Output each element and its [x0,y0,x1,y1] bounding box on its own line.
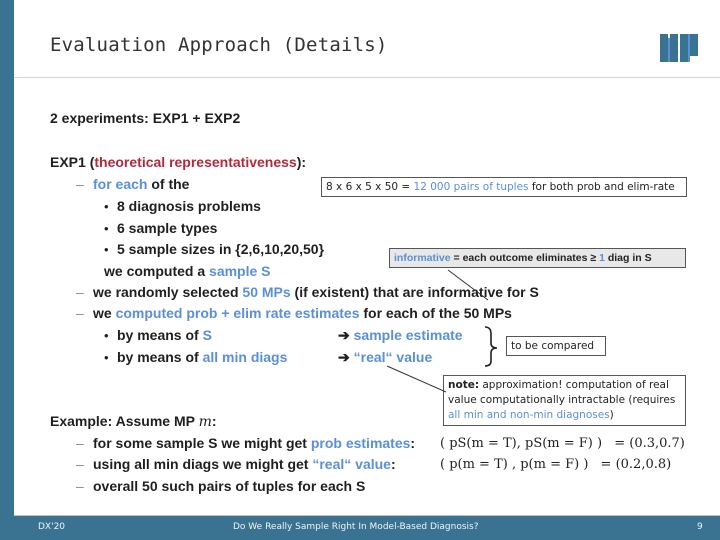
bullet-sample-types: 6 sample types [117,220,218,236]
mp-variable: m [198,414,212,430]
ex2-text: using all min diags we might get [93,456,313,472]
dash-marker: – [76,176,84,192]
bullet-dot: • [104,242,109,257]
informative-text: = each outcome eliminates ≥ [450,252,600,264]
eq2-left: ( p(m = T) , p(m = F) ) [440,457,589,472]
dash-marker: – [76,284,84,300]
equation-real-value [440,457,671,472]
for-each-emph: for each [93,176,148,192]
prob-emph: computed prob + elim rate estimates [115,305,360,321]
ex2-colon: : [390,456,396,472]
example-text: Assume MP [115,413,199,429]
random-text: we randomly selected [93,284,243,300]
exp1-paren-open: ( [89,154,95,170]
eq1-left: ( pS(m = T), pS(m = F) ) [440,436,603,451]
bullet-diagnosis-problems: 8 diagnosis problems [117,198,261,214]
bullet-sample-sizes: 5 sample sizes in {2,6,10,20,50} [117,241,325,257]
eq2-right: = (0.2,0.8) [600,457,672,472]
mps-emph: 50 MPs [242,284,291,300]
prob-text: we [93,305,116,321]
sample-estimate-emph: sample estimate [353,327,463,343]
footer-left: DX'20 [38,522,66,532]
pairs-emph: 12 000 pairs of tuples [413,181,529,193]
dash-marker: – [76,456,84,472]
pairs-text: 8 x 6 x 5 x 50 = [326,181,414,193]
dash-marker: – [76,305,84,321]
pairs-rest: for both prob and elim-rate [528,181,675,193]
informative-emph: informative [394,252,451,264]
dash-marker: – [76,478,84,494]
random-rest: (if existent) that are informative for S [290,284,539,300]
computed-text: we computed a [104,263,210,279]
ex2-emph: “real“ value [312,456,391,472]
eq1-right: = (0.3,0.7) [614,436,685,451]
prob-rest: for each of the 50 MPs [359,305,512,321]
sample-s-emph: sample S [209,263,271,279]
means-text: by means of [117,327,203,343]
bullet-dot: • [104,221,109,236]
all-min-emph: all min diags [202,349,288,365]
bullet-dot: • [104,328,109,343]
page-number: 9 [697,522,703,532]
ex1-text: for some sample S we might get [93,435,311,451]
real-value-emph: “real“ value [353,349,433,365]
arrow-icon: ➔ [338,349,354,365]
exp1-paren-close: ): [296,154,307,170]
exp1-paren-text: theoretical representativeness [94,154,297,170]
arrow-icon: ➔ [338,327,354,343]
informative-rest: diag in S [604,252,652,264]
means-s-emph: S [202,327,212,343]
note-text: approximation! computation of real value computationally intractable (requires [448,379,676,406]
note-label: note: [448,379,480,391]
bullet-dot: • [104,199,109,214]
example-label: Example: [50,413,116,429]
dash-marker: – [76,435,84,451]
for-each-rest: of the [147,176,190,192]
exp1-label: EXP1 [50,154,86,170]
footer-title: Do We Really Sample Right In Model-Based Diagnosis? [233,522,479,532]
note-emph: all min and non-min diagnoses [448,409,610,421]
ex1-emph: prob estimates [310,435,411,451]
equation-sample-estimate [440,436,685,451]
note-close: ) [609,409,614,421]
ex1-colon: : [410,435,416,451]
slide-title: Evaluation Approach (Details) [50,34,388,56]
compared-callout: to be compared [506,336,606,356]
means-text: by means of [117,349,203,365]
informative-num: 1 [599,252,605,264]
example-overall-line: overall 50 such pairs of tuples for each S [93,478,366,494]
example-colon: : [211,413,217,429]
bullet-dot: • [104,350,109,365]
experiments-heading: 2 experiments: EXP1 + EXP2 [50,110,241,126]
